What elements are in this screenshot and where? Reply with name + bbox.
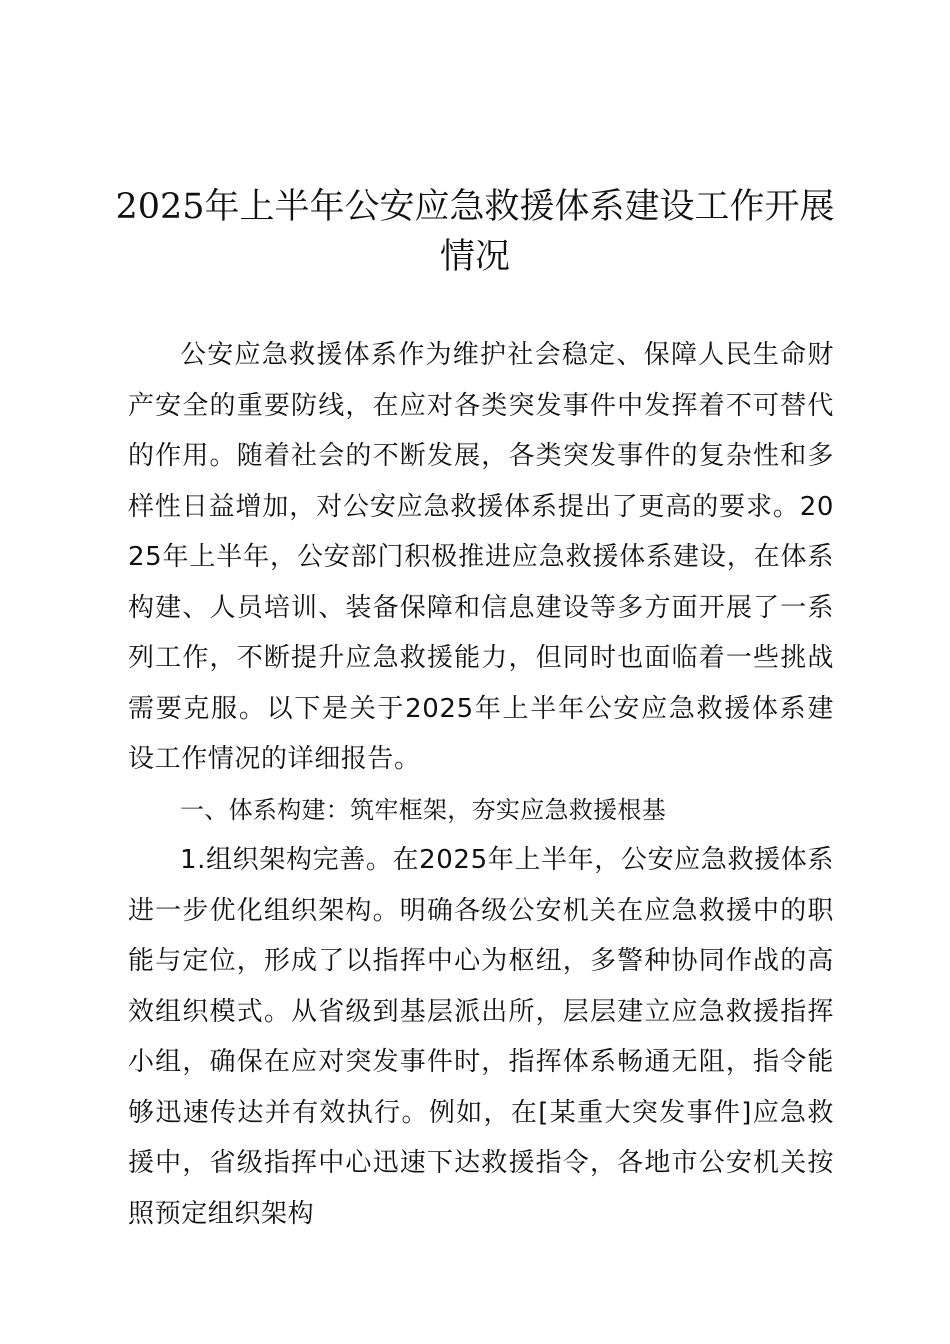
section-heading: 一、体系构建：筑牢框架，夯实应急救援根基 — [180, 795, 666, 824]
document-title: 2025年上半年公安应急救援体系建设工作开展情况 — [115, 187, 835, 277]
body-paragraph: 1.组织架构完善。在2025年上半年，公安应急救援体系进一步优化组织架构。明确各级公安机关在应急救援中的职能与定位，形成了以指挥中心为枢纽，多警种协同作战的高效组织模式。从省级到基层派出所，层层建立应急救援指挥小组，确保在应对突发事件时，指挥体系畅通无阻，指令能够迅速传达并有效执行。例如，在[某重大突发事件]应急救援中，省级指挥中心迅速下达救援指令，各地市公安机关按照预定组织架构 — [128, 845, 834, 1229]
document-body — [128, 330, 834, 1239]
intro-paragraph: 公安应急救援体系作为维护社会稳定、保障人民生命财产安全的重要防线，在应对各类突发事件中发挥着不可替代的作用。随着社会的不断发展，各类突发事件的复杂性和多样性日益增加，对公安应急救援体系提出了更高的要求。2025年上半年，公安部门积极推进应急救援体系建设，在体系构建、人员培训、装备保障和信息建设等多方面开展了一系列工作，不断提升应急救援能力，但同时也面临着一些挑战需要克服。以下是关于2025年上半年公安应急救援体系建设工作情况的详细报告。 — [128, 340, 834, 774]
